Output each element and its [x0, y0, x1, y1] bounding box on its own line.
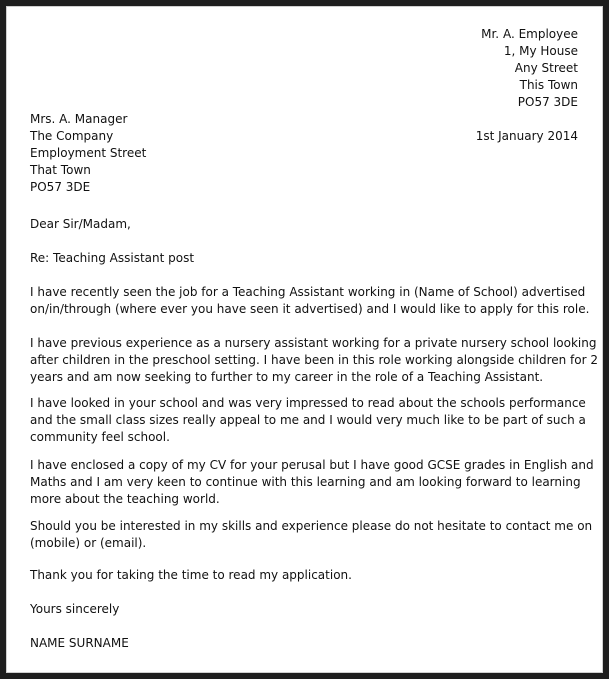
sender-address-line-2: Any Street	[514, 61, 578, 75]
paragraph-line: community feel school.	[30, 430, 170, 444]
letter-date: 1st January 2014	[475, 129, 578, 143]
signature-name: NAME SURNAME	[30, 636, 129, 650]
paragraph-line: and the small class sizes really appeal to me and I would very much like to be part of such a	[30, 413, 586, 427]
sender-address-line-1: 1, My House	[503, 44, 578, 58]
paragraph-line: Maths and I am very keen to continue with this learning and am looking forward to learning	[30, 475, 581, 489]
recipient-street: Employment Street	[30, 146, 147, 160]
sender-postcode: PO57 3DE	[517, 95, 578, 109]
paragraph-line: after children in the preschool setting. I have been in this role working alongside children for 2	[30, 353, 599, 367]
paragraph-line: on/in/through (where ever you have seen it advertised) and I would like to apply for this role.	[30, 302, 590, 316]
letter-page	[6, 6, 603, 673]
sender-town: This Town	[519, 78, 578, 92]
sender-name: Mr. A. Employee	[481, 27, 578, 41]
paragraph-line: years and am now seeking to further to my career in the role of a Teaching Assistant.	[30, 370, 544, 384]
paragraph-line: Thank you for taking the time to read my application.	[30, 568, 352, 582]
paragraph-1	[30, 284, 590, 318]
paragraph-line: I have enclosed a copy of my CV for your perusal but I have good GCSE grades in English and	[30, 458, 594, 472]
closing: Yours sincerely	[30, 602, 120, 616]
paragraph-3	[30, 395, 586, 446]
recipient-postcode: PO57 3DE	[30, 180, 91, 194]
recipient-company: The Company	[30, 129, 114, 143]
subject-line: Re: Teaching Assistant post	[30, 251, 195, 265]
paragraph-6	[30, 567, 582, 584]
sender-address	[481, 26, 578, 111]
paragraph-5	[30, 518, 593, 552]
paragraph-2	[30, 335, 599, 386]
paragraph-line: I have looked in your school and was very impressed to read about the schools performance	[30, 396, 586, 410]
recipient-town: That Town	[30, 163, 91, 177]
paragraph-line: (mobile) or (email).	[30, 536, 147, 550]
paragraph-line: I have previous experience as a nursery assistant working for a private nursery school looking	[30, 336, 597, 350]
paragraph-4	[30, 457, 594, 508]
paragraph-line: Should you be interested in my skills and experience please do not hesitate to contact me on	[30, 519, 593, 533]
salutation: Dear Sir/Madam,	[30, 217, 131, 231]
paragraph-line: I have recently seen the job for a Teaching Assistant working in (Name of School) advertised	[30, 285, 586, 299]
recipient-address	[30, 111, 146, 196]
recipient-name: Mrs. A. Manager	[30, 112, 128, 126]
paragraph-line: more about the teaching world.	[30, 492, 220, 506]
